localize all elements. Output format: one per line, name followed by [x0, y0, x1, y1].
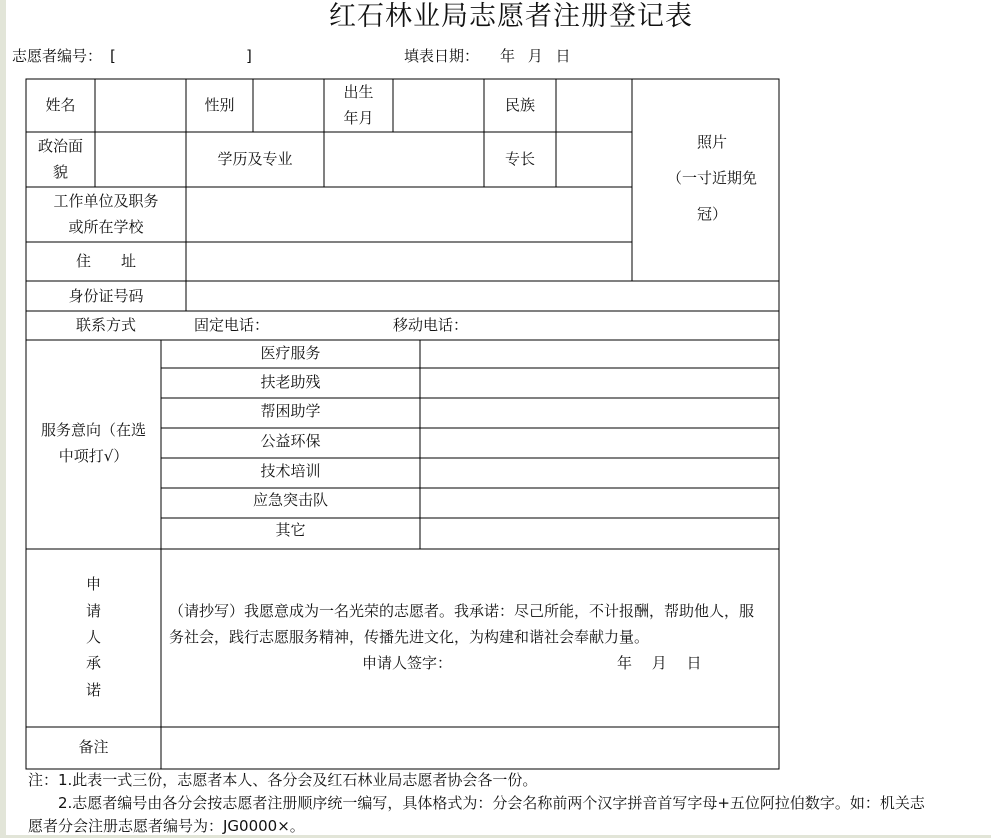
- commitment-label-char-1: 申: [85, 575, 101, 593]
- education-label: 学历及专业: [217, 150, 293, 168]
- address-field[interactable]: [187, 243, 631, 280]
- form-title: 红石林业局志愿者注册登记表: [329, 1, 693, 32]
- photo-label-line2: （一寸近期免: [666, 169, 757, 187]
- service-check-education-aid[interactable]: [421, 399, 778, 427]
- signature-date[interactable]: 年 月 日: [617, 654, 702, 672]
- service-check-medical[interactable]: [421, 341, 778, 367]
- commitment-label-char-5: 诺: [85, 681, 101, 699]
- name-label: 姓名: [45, 96, 76, 114]
- education-field[interactable]: [325, 133, 483, 186]
- photo-label-line1: 照片: [696, 133, 727, 151]
- note-line-1: 注：1.此表一式三份，志愿者本人、各分会及红石林业局志愿者协会各一份。: [28, 771, 538, 789]
- contact-label: 联系方式: [75, 316, 136, 334]
- volunteer-number-label: 志愿者编号：: [12, 47, 103, 65]
- signature-label: 申请人签字：: [362, 654, 453, 672]
- mobile-field[interactable]: [469, 312, 777, 339]
- political-field[interactable]: [96, 133, 185, 186]
- id-number-field[interactable]: [187, 282, 778, 310]
- commitment-label-char-4: 承: [85, 654, 101, 672]
- commitment-label-char-3: 人: [85, 628, 101, 646]
- commitment-label-char-2: 请: [85, 602, 101, 620]
- political-label-line1: 政治面: [37, 137, 83, 155]
- service-check-training[interactable]: [421, 459, 778, 487]
- name-field[interactable]: [96, 80, 185, 131]
- specialty-label: 专长: [504, 150, 535, 168]
- service-check-environment[interactable]: [421, 429, 778, 457]
- ethnicity-field[interactable]: [557, 80, 631, 131]
- photo-label-line3: 冠）: [696, 205, 727, 223]
- service-option-environment: 公益环保: [260, 432, 321, 450]
- remarks-label: 备注: [78, 738, 109, 756]
- gender-label: 性别: [204, 96, 235, 114]
- mobile-label: 移动电话：: [393, 316, 469, 334]
- id-number-label: 身份证号码: [68, 287, 144, 305]
- service-option-education-aid: 帮困助学: [260, 402, 321, 420]
- birth-field[interactable]: [394, 80, 483, 131]
- work-label-line2: 或所在学校: [68, 218, 144, 236]
- service-check-other[interactable]: [421, 519, 778, 548]
- landline-field[interactable]: [270, 312, 390, 339]
- service-intent-label-line1: 服务意向（在选: [40, 421, 146, 439]
- address-label: 住 址: [75, 252, 136, 270]
- remarks-field[interactable]: [162, 728, 778, 768]
- fill-date-value[interactable]: 年 月 日: [500, 47, 571, 65]
- service-check-emergency-team[interactable]: [421, 489, 778, 517]
- service-option-other: 其它: [275, 521, 306, 539]
- gender-field[interactable]: [254, 80, 323, 131]
- service-option-medical: 医疗服务: [260, 344, 321, 362]
- commitment-text-line2: 务社会，践行志愿服务精神，传播先进文化，为构建和谐社会奉献力量。: [169, 628, 650, 646]
- service-option-elderly-disabled: 扶老助残: [260, 373, 321, 391]
- signature-field[interactable]: [452, 650, 612, 676]
- landline-label: 固定电话：: [194, 316, 270, 334]
- service-check-elderly-disabled[interactable]: [421, 369, 778, 397]
- service-intent-label-line2: 中项打√）: [58, 447, 129, 465]
- registration-form-sheet: [6, 0, 991, 835]
- service-option-training: 技术培训: [260, 462, 321, 480]
- note-line-3: 愿者分会注册志愿者编号为：JG0000×。: [28, 817, 305, 835]
- ethnicity-label: 民族: [504, 96, 535, 114]
- fill-date-label: 填表日期：: [404, 47, 480, 65]
- birth-label-line1: 出生: [343, 83, 374, 101]
- service-option-emergency-team: 应急突击队: [252, 491, 328, 509]
- commitment-text-line1: （请抄写）我愿意成为一名光荣的志愿者。我承诺：尽己所能，不计报酬，帮助他人，服: [169, 602, 755, 620]
- specialty-field[interactable]: [557, 133, 631, 186]
- note-line-2: 2.志愿者编号由各分会按志愿者注册顺序统一编写，具体格式为：分会名称前两个汉字拼音首写字母+五位阿拉伯数字。如：机关志: [58, 794, 925, 812]
- volunteer-number-open-bracket: [: [110, 47, 116, 65]
- photo-upload-area[interactable]: [639, 80, 785, 280]
- political-label-line2: 貌: [52, 163, 68, 181]
- work-label-line1: 工作单位及职务: [53, 192, 159, 210]
- birth-label-line2: 年月: [343, 109, 374, 127]
- work-field[interactable]: [187, 188, 631, 241]
- volunteer-number-close-bracket: ]: [246, 47, 252, 65]
